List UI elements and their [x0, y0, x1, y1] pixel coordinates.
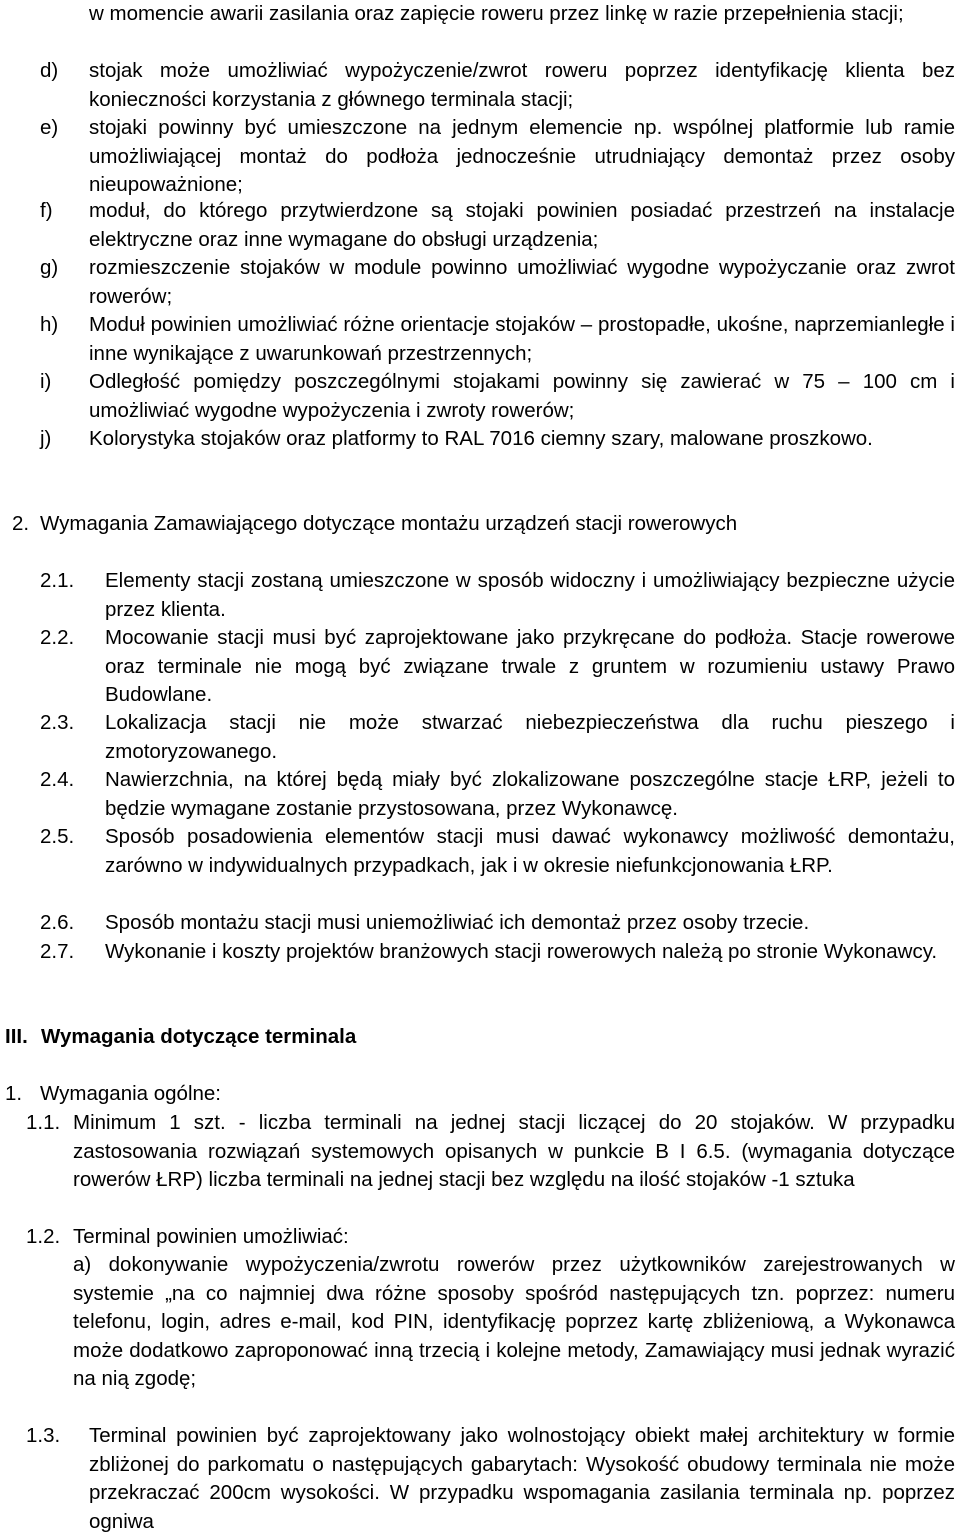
item-text: Nawierzchnia, na której będą miały być zlokalizowane poszczególne stacje ŁRP, jeżeli to będzie wymagane zostanie przystosowana, przez Wykonawcę.: [105, 768, 955, 820]
item-number: 2.3.: [40, 711, 75, 734]
list-text: rozmieszczenie stojaków w module powinno umożliwiać wygodne wypożyczanie oraz zwrot rowerów;: [89, 256, 955, 308]
list-label: i): [40, 370, 52, 393]
list-label: h): [40, 313, 59, 336]
list-text: Moduł powinien umożliwiać różne orientacje stojaków – prostopadłe, ukośne, naprzemianległe i inne wynikające z uwarunkowań przestrzennych;: [89, 313, 955, 365]
list-label: f): [40, 199, 53, 222]
list-text: Odległość pomiędzy poszczególnymi stojakami powinny się zawierać w 75 – 100 cm i umożliwiać wygodne wypożyczenia i zwroty rowerów;: [89, 370, 955, 422]
section-number: 2.: [12, 512, 30, 535]
item-number: 2.5.: [40, 825, 75, 848]
list-text: stojaki powinny być umieszczone na jednym elemencie np. wspólnej platformie lub ramie umożliwiającej montaż do podłoża jednocześnie utrudniający demontaż przez osoby nieupoważnione;: [89, 116, 955, 197]
item-text: Terminal powinien umożliwiać:: [73, 1225, 349, 1248]
list-label: d): [40, 59, 59, 82]
subsection-number: 1.: [5, 1082, 23, 1105]
list-label: j): [40, 427, 52, 450]
item-text: Minimum 1 szt. - liczba terminali na jednej stacji liczącej do 20 stojaków. W przypadku zastosowania rozwiązań systemowych opisanych w punkcie B I 6.5. (wymagania dotyczące rowerów ŁRP) liczba terminali na jednej stacji bez względu na ilość stojaków -1 sztuka: [73, 1111, 955, 1192]
item-number: 2.6.: [40, 911, 75, 934]
section-title: Wymagania Zamawiającego dotyczące montażu urządzeń stacji rowerowych: [40, 512, 738, 535]
section-number: III.: [5, 1025, 28, 1048]
item-number: 2.1.: [40, 569, 75, 592]
item-text: Lokalizacja stacji nie może stwarzać niebezpieczeństwa dla ruchu pieszego i zmotoryzowanego.: [105, 711, 955, 763]
item-text: Wykonanie i koszty projektów branżowych stacji rowerowych należą po stronie Wykonawcy.: [105, 940, 938, 963]
item-number: 2.4.: [40, 768, 75, 791]
item-text: Elementy stacji zostaną umieszczone w sposób widoczny i umożliwiający bezpieczne użycie przez klienta.: [105, 569, 955, 621]
list-text: w momencie awarii zasilania oraz zapięcie roweru przez linkę w razie przepełnienia stacji;: [89, 2, 904, 25]
item-text: Terminal powinien być zaprojektowany jako wolnostojący obiekt małej architektury w formie zbliżonej do parkomatu o następujących gabarytach: Wysokość obudowy terminala nie może przekraczać 200cm wysokości. W przypadku wspomagania zasilania terminala np. poprzez ogniwa: [89, 1424, 955, 1533]
item-number: 1.1.: [26, 1111, 61, 1134]
list-text: Kolorystyka stojaków oraz platformy to RAL 7016 ciemny szary, malowane proszkowo.: [89, 427, 873, 450]
item-number: 2.2.: [40, 626, 75, 649]
list-label: g): [40, 256, 59, 279]
item-number: 1.3.: [26, 1424, 61, 1447]
item-number: 2.7.: [40, 940, 75, 963]
item-text: a) dokonywanie wypożyczenia/zwrotu rowerów przez użytkowników zarejestrowanych w systemie „na co najmniej dwa różne sposoby spośród następujących tzn. poprzez: numeru telefonu, login, adres e-mail, kod PIN, identyfikację poprzez kartę zbliżeniową, a Wykonawca może dodatkowo zaproponować inną trzecią i kolejne metody, Zamawiający musi jednak wyrazić na nią zgodę;: [73, 1253, 955, 1391]
section-title: Wymagania dotyczące terminala: [41, 1025, 357, 1048]
item-text: Sposób montażu stacji musi uniemożliwiać ich demontaż przez osoby trzecie.: [105, 911, 810, 934]
list-text: moduł, do którego przytwierdzone są stojaki powinien posiadać przestrzeń na instalacje elektryczne oraz inne wymagane do obsługi urządzenia;: [89, 199, 955, 251]
item-text: Mocowanie stacji musi być zaprojektowane jako przykręcane do podłoża. Stacje rowerowe oraz terminale nie mogą być związane trwale z gruntem w rozumieniu ustawy Prawo Budowlane.: [105, 626, 955, 707]
list-text: stojak może umożliwiać wypożyczenie/zwrot roweru poprzez identyfikację klienta bez konieczności korzystania z głównego terminala stacji;: [89, 59, 955, 111]
item-number: 1.2.: [26, 1225, 61, 1248]
list-label: e): [40, 116, 59, 139]
subsection-title: Wymagania ogólne:: [40, 1082, 222, 1105]
item-text: Sposób posadowienia elementów stacji musi dawać wykonawcy możliwość demontażu, zarówno w indywidualnych przypadkach, jak i w okresie niefunkcjonowania ŁRP.: [105, 825, 955, 877]
